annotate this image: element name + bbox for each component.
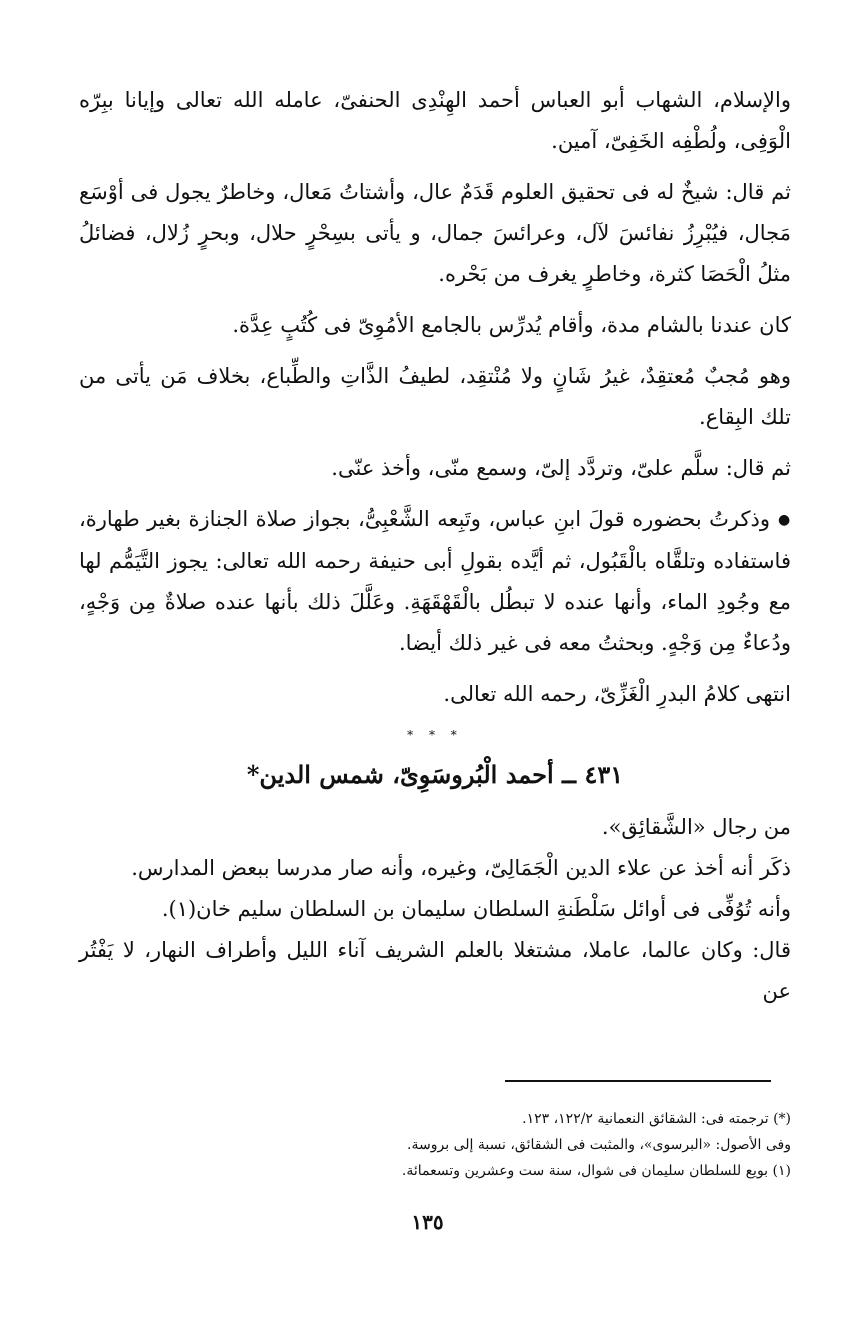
paragraph-5: ثم قال: سلَّم علىّ، وتردَّد إلىّ، وسمع منّى، وأخذ عنّى.	[331, 456, 791, 480]
footnote-variant: وفى الأصول: «البرسوى»، والمثبت فى الشقائق، نسبة إلى بروسة.	[407, 1137, 791, 1153]
paragraph-6	[79, 499, 791, 664]
paragraph-1: والإسلام، الشهاب أبو العباس أحمد الهِنْدِى الحنفىّ، عامله الله تعالى وإيانا ببِرّه الْوَفِى، ولُطْفِه الخَفِىّ، آمين.	[79, 88, 791, 153]
paragraph-2: ثم قال: شيخٌ له فى تحقيق العلوم قَدَمٌ عال، وأشتاتُ مَعال، وخاطرٌ يجول فى أوْسَع مَجال، فيُبْرِزُ نفائسَ لآل، وعرائسَ جمال، و يأتى بسِحْرٍ حلال، وبحرٍ زُلال، فضائلُ مثلُ الْحَصَا كثرة، وخاطرٍ يغرف من بَحْره.	[79, 180, 791, 286]
entry-heading: ٤٣١ ــ أحمد الْبُروسَوِىّ، شمس الدين*	[246, 760, 624, 789]
paragraph-3: كان عندنا بالشام مدة، وأقام يُدرِّس بالجامع الأمُوِىّ فى كُتُبٍ عِدَّة.	[232, 313, 791, 337]
footnote-star: (*) ترجمته فى: الشقائق النعمانية ١٢٢/٢، ١٢٣.	[522, 1111, 791, 1127]
entry-line-1: من رجال «الشَّقائِق».	[601, 815, 791, 839]
bullet-icon: ●	[778, 512, 791, 528]
entry-body	[79, 807, 791, 1012]
page-number: ١٣٥	[411, 1210, 444, 1234]
footnote-divider	[505, 1080, 771, 1082]
section-separator: * * *	[407, 728, 463, 742]
paragraph-4: وهو مُجبٌ مُعتقِدٌ، غيرُ شَانٍ ولا مُنْتقِد، لطيفُ الذَّاتِ والطِّباع، بخلاف مَن يأتى من تلك البِقاع.	[79, 364, 791, 429]
paragraph-6-text: وذكرتُ بحضوره قولَ ابنِ عباس، وتَبِعه الشَّعْبِىُّ، بجواز صلاة الجنازة بغير طهارة، فاستفاده وتلقَّاه بالْقَبُول، ثم أيَّده بقولِ أبى حنيفة رحمه الله تعالى: يجوز التَّيَمُّم لها مع وجُودِ الماء، وأنها عنده لا تبطُل بالْقَهْقَهَةِ. وعَلَّلَ ذلك بأنها عنده صلاةٌ مِن وَجْهٍ، ودُعاءٌ مِن وَجْهٍ. وبحثتُ معه فى غير ذلك أيضا.	[79, 507, 791, 655]
entry-line-4: قال: وكان عالما، عاملا، مشتغلا بالعلم الشريف آناء الليل وأطراف النهار، لا يَفْتُر عن	[79, 938, 791, 1003]
paragraph-7: انتهى كلامُ البدرِ الْغَزِّىّ، رحمه الله تعالى.	[443, 682, 791, 706]
main-text-block	[79, 80, 791, 1022]
entry-line-2: ذكَر أنه أخذ عن علاء الدين الْجَمَالِىّ، وغيره، وأنه صار مدرسا ببعض المدارس.	[131, 856, 791, 880]
footnote-1: (١) بويع للسلطان سليمان فى شوال، سنة ست وعشرين وتسعمائة.	[401, 1163, 791, 1179]
footnotes	[79, 1106, 791, 1184]
entry-line-3: وأنه تُوُفِّى فى أوائل سَلْطَنةِ السلطان سليمان بن السلطان سليم خان(١).	[161, 897, 791, 921]
